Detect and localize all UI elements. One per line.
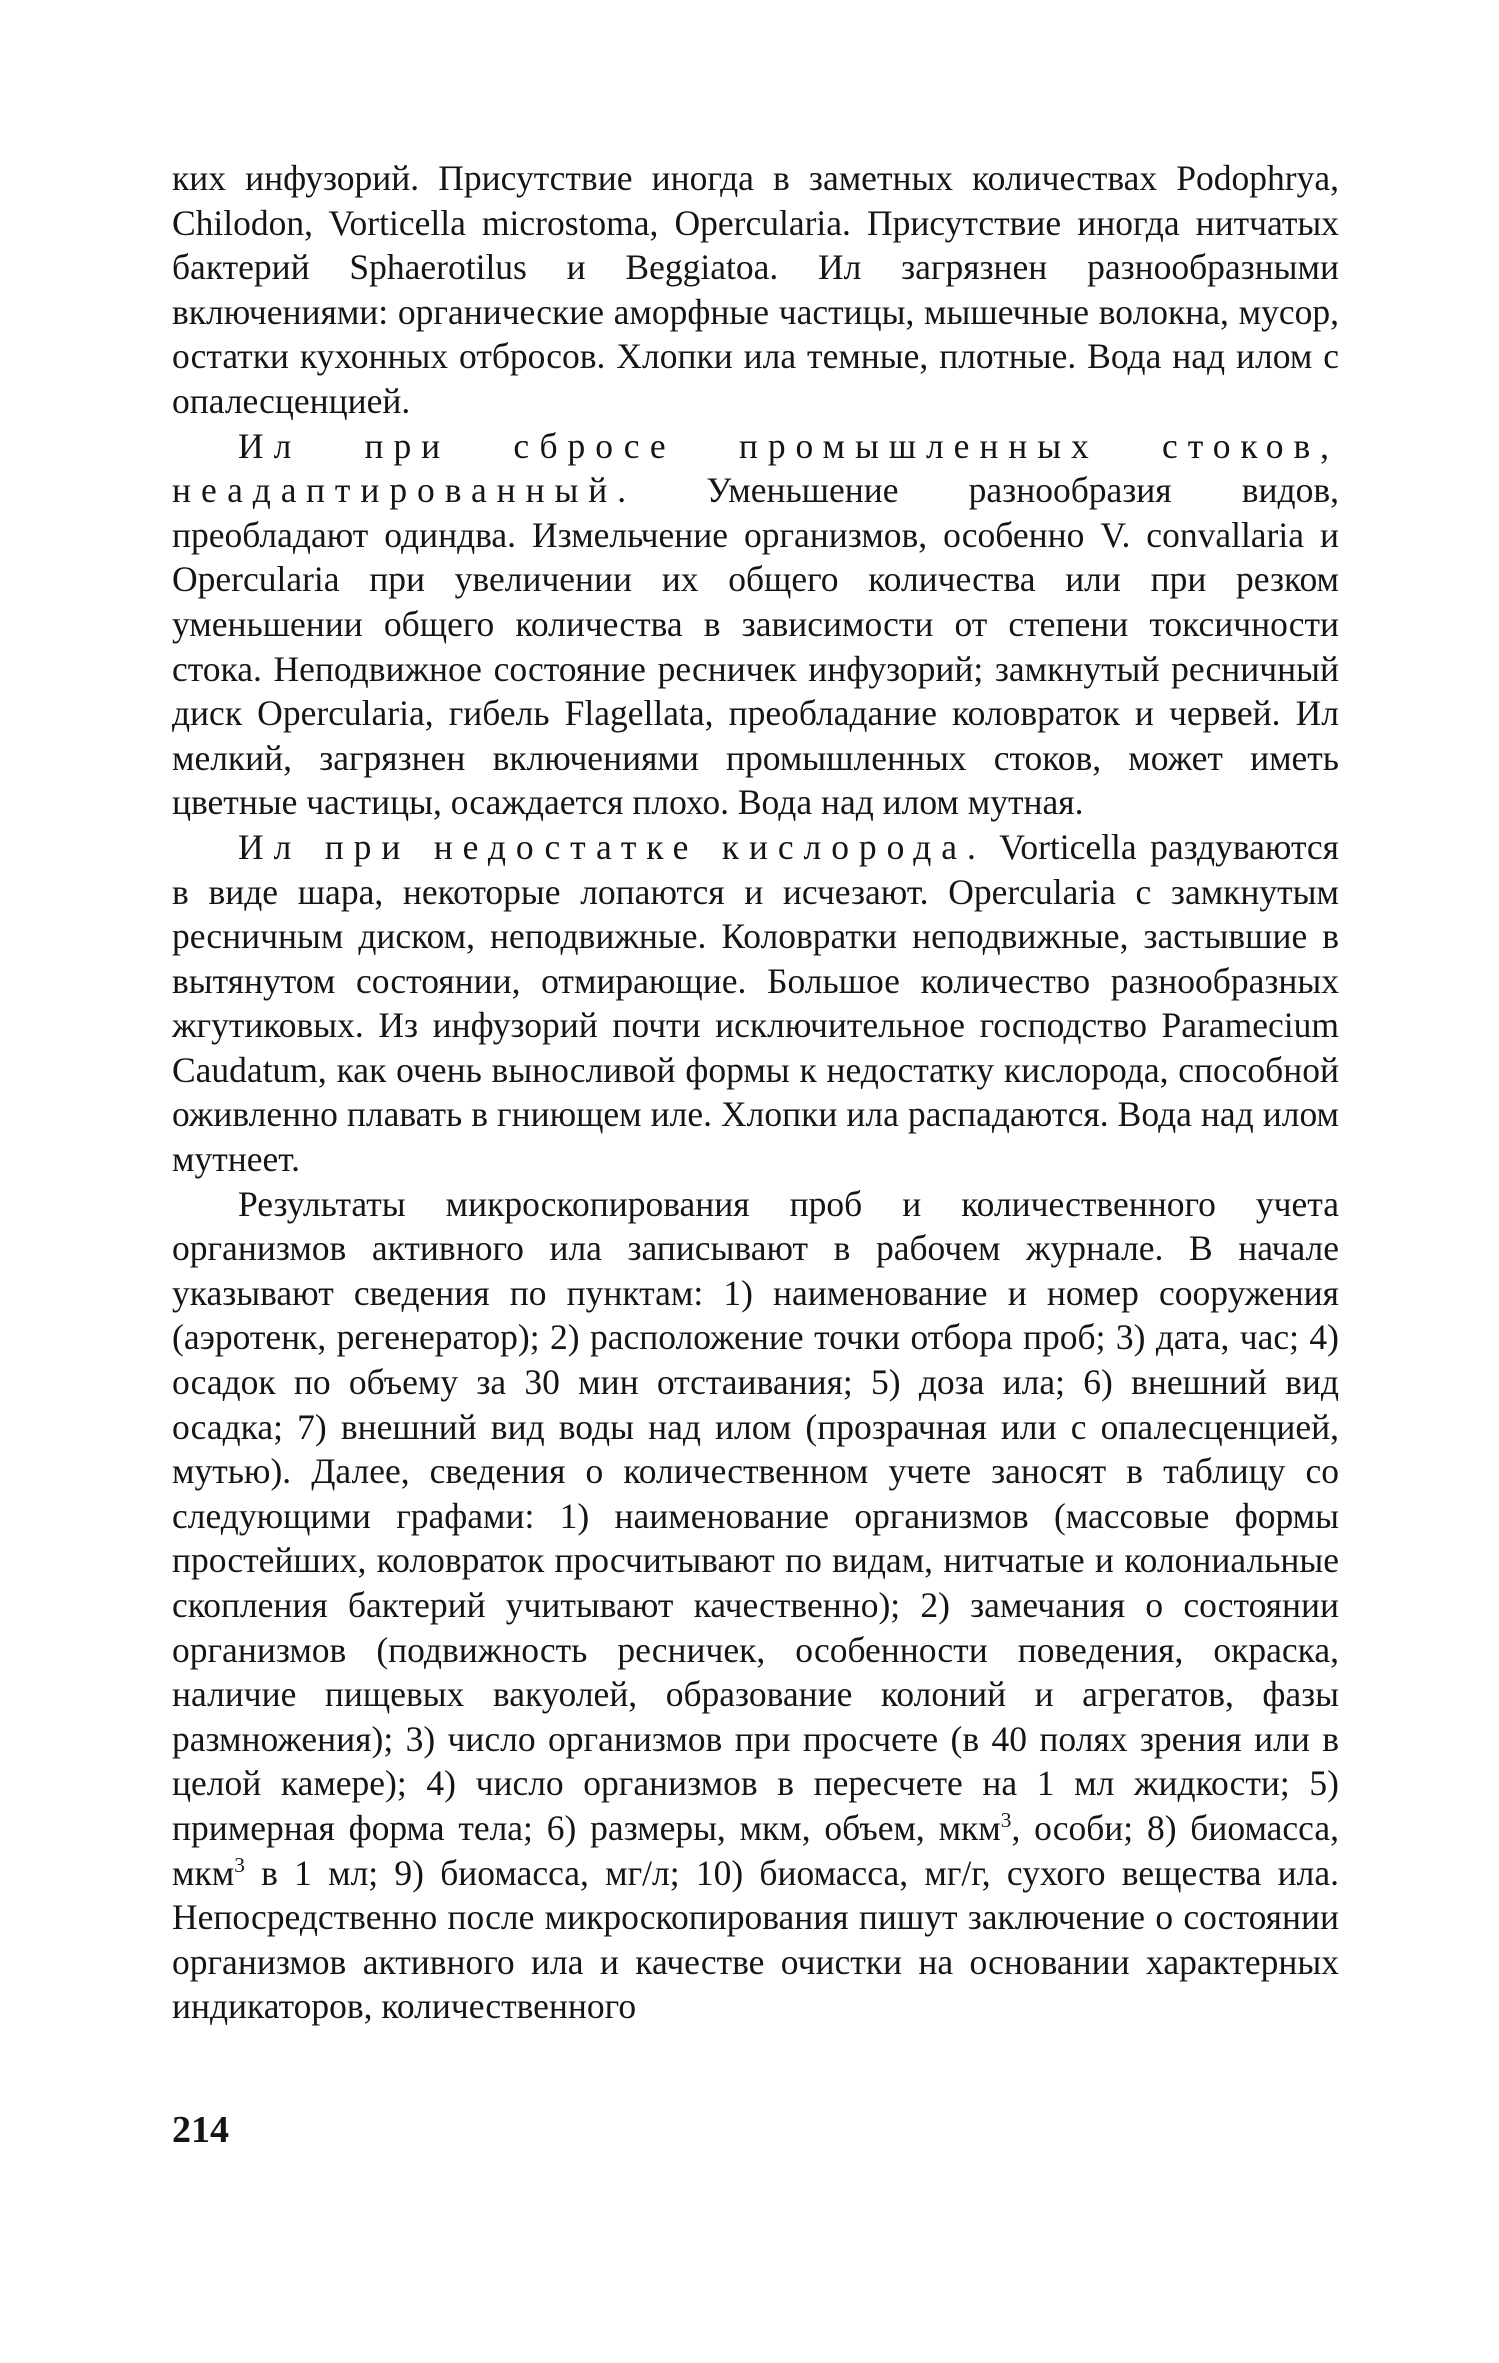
page-number: 214 xyxy=(172,2109,229,2151)
paragraph-text: Результаты микроскопирования проб и количественного учета организмов активного ила записывают в рабочем журнале. В начале указывают сведения по пунктам: 1) наименование и номер сооружения (аэротенк, регенератор); 2) расположение точки отбора проб; 3) дата, час; 4) осадок по объему за 30 мин отстаивания; 5) доза ила; 6) внешний вид осадка; 7) внешний вид воды над илом (прозрачная или с опалесценцией, мутью). Далее, сведения о количественном учете заносят в таблицу со следующими графами: 1) наименование организмов (массовые формы простейших, коловраток просчитывают по видам, нитчатые и колониальные скопления бактерий учитывают качественно); 2) замечания о состоянии организмов (подвижность ресничек, особенности поведения, окраска, наличие пищевых вакуолей, образование колоний и агрегатов, фазы размножения); 3) число организмов при просчете (в 40 полях зрения или в целой камере); 4) число организмов в пересчете на 1 мл жидкости; 5) примерная форма тела; 6) размеры, мкм, объем, мкм xyxy=(172,1183,1339,1848)
paragraph-text: в 1 мл; 9) биомасса, мг/л; 10) биомасса, мг/г, сухого вещества ила. Непосредственно после микроскопирования пишут заключение о состоянии организмов активного ила и качестве очистки на основании характерных индикаторов, количественного xyxy=(172,1852,1339,2027)
paragraph-text: Уменьшение разнообразия видов, преобладают одиндва. Измельчение организмов, особенно V. convallaria и Opercularia при увеличении их общего количества или при резком уменьшении общего количества в зависимости от степени токсичности стока. Неподвижное состояние ресничек инфузорий; замкнутый ресничный диск Opercularia, гибель Flagellata, преобладание коловраток и червей. Ил мелкий, загрязнен включениями промышленных стоков, может иметь цветные частицы, осаждается плохо. Вода над илом мутная. xyxy=(172,470,1339,823)
superscript: 3 xyxy=(1000,1808,1012,1833)
paragraph-continuation xyxy=(172,156,1339,424)
paragraph-text: Vorticella раздуваются в виде шара, некоторые лопаются и исчезают. Opercularia с замкнутым ресничным диском, неподвижные. Коловратки неподвижные, застывшие в вытянутом состоянии, отмирающие. Большое количество разнообразных жгутиковых. Из инфузорий почти исключительное господство Paramecium Caudatum, как очень выносливой формы к недостатку кислорода, способной оживленно плавать в гниющем иле. Хлопки ила распадаются. Вода над илом мутнеет. xyxy=(172,826,1339,1180)
paragraph-oxygen-deficit xyxy=(172,825,1339,1182)
paragraph-text: ких инфузорий. Присутствие иногда в заметных количествах Podophrya, Chilodon, Vorticella microstoma, Opercularia. Присутствие иногда нитчатых бактерий Sphaerotilus и Beggiatoa. Ил загрязнен разнообразными включениями: органические аморфные частицы, мышечные волокна, мусор, остатки кухонных отбросов. Хлопки ила темные, плотные. Вода над илом с опалесценцией. xyxy=(172,158,1339,421)
paragraph-text: , особи; 8) биомасса, мкм xyxy=(172,1807,1340,1893)
paragraph-results xyxy=(172,1182,1339,2029)
section-heading-oxygen: Ил при недостатке кислорода. xyxy=(238,826,986,867)
section-heading-industrial: Ил при сбросе промышленных стоков, неадаптированный. xyxy=(172,425,1339,511)
superscript: 3 xyxy=(234,1852,245,1877)
paragraph-industrial-sludge xyxy=(172,424,1339,825)
